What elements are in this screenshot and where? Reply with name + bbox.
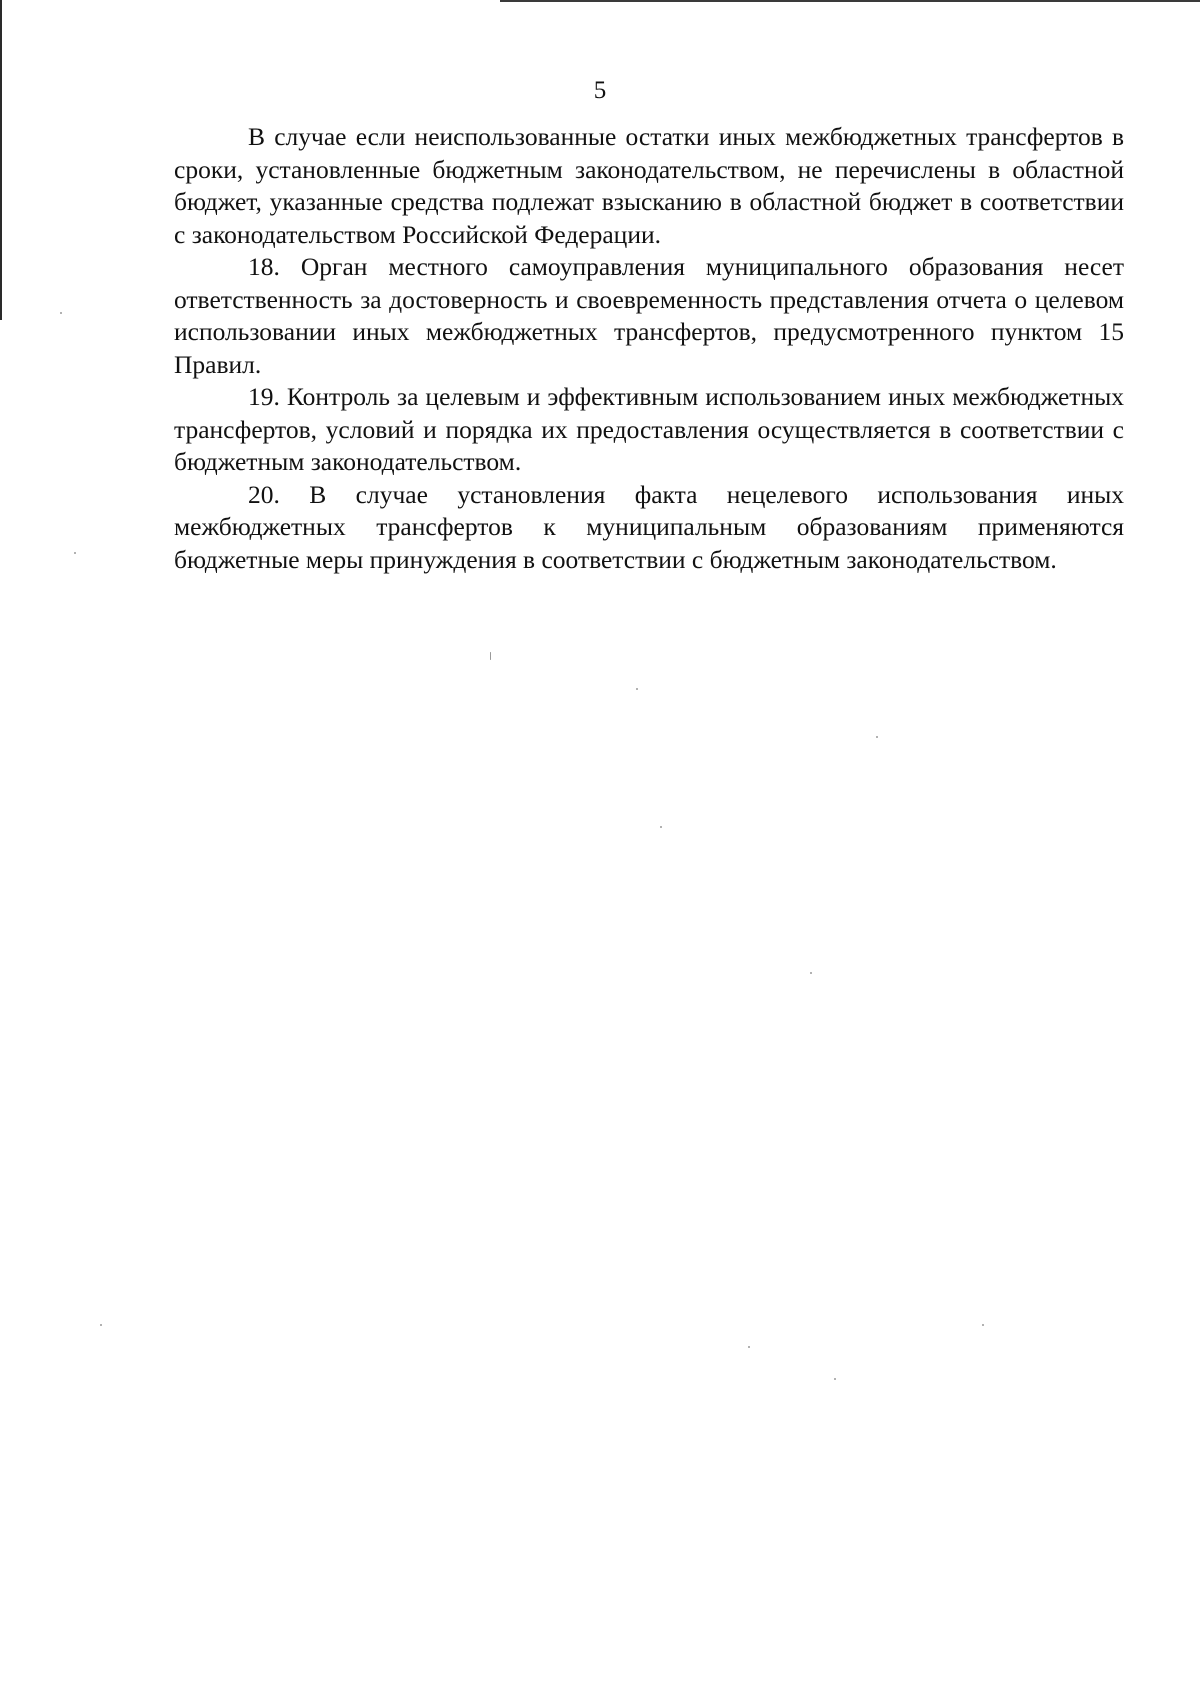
paragraph-19-control: 19. Контроль за целевым и эффективным использованием иных межбюджетных трансфертов, условий и порядка их предоставления осуществляется в соответствии с бюджетным законодательством. (174, 382, 1124, 476)
document-body (174, 121, 1124, 576)
paragraph-18-responsibility: 18. Орган местного самоуправления муниципального образования несет ответственность за достоверность и своевременность представления отчета о целевом использовании иных межбюджетных трансфертов, предусмотренного пунктом 15 Правил. (174, 252, 1124, 379)
scan-speck (876, 736, 878, 738)
scan-speck (982, 1324, 984, 1326)
scan-speck (60, 312, 62, 314)
scan-speck (834, 1378, 836, 1380)
scan-speck (810, 972, 812, 974)
scan-edge-left (0, 0, 2, 320)
scan-speck (74, 552, 76, 554)
scan-speck (490, 652, 491, 660)
paragraph-20-misuse: 20. В случае установления факта нецелевого использования иных межбюджетных трансфертов к муниципальным образованиям применяются бюджетные меры принуждения в соответствии с бюджетным законодательством. (174, 479, 1124, 574)
scan-speck (748, 1346, 750, 1348)
scan-speck (660, 826, 662, 828)
page-number: 5 (593, 77, 607, 104)
scan-speck (100, 1324, 102, 1326)
scan-speck (636, 688, 638, 690)
scan-edge-top (500, 0, 1200, 2)
paragraph-unused-balances: В случае если неиспользованные остатки иных межбюджетных трансфертов в сроки, установленные бюджетным законодательством, не перечислены в областной бюджет, указанные средства подлежат взысканию в областной бюджет в соответствии с законодательством Российской Федерации. (174, 122, 1124, 249)
